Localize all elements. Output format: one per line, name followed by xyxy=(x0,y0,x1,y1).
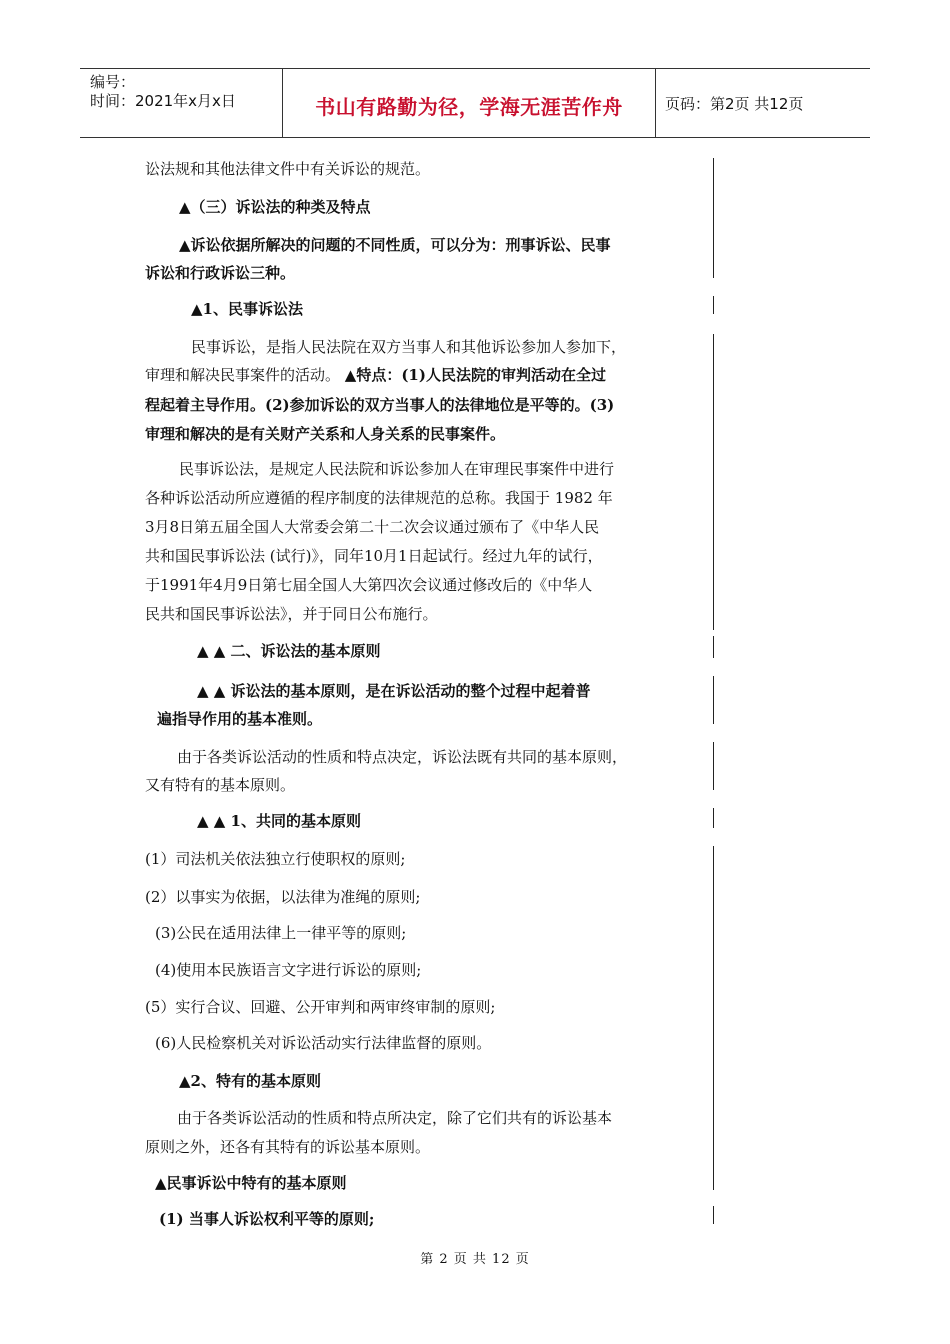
text-line: 共和国民事诉讼法 (试行)》，同年10月1日起试行。经过九年的试行， xyxy=(145,547,603,565)
text-line: 由于各类诉讼活动的性质和特点所决定，除了它们共有的诉讼基本 xyxy=(177,1109,613,1127)
number-label: 编号： xyxy=(90,73,136,91)
text-line: 遍指导作用的基本准则。 xyxy=(157,710,323,728)
list-item: (3)公民在适用法律上一律平等的原则; xyxy=(155,924,407,942)
page-footer: 第 2 页 共 12 页 xyxy=(420,1252,530,1267)
list-item: (2）以事实为依据，以法律为准绳的原则; xyxy=(145,888,421,906)
text-line: 由于各类诉讼活动的性质和特点决定，诉讼法既有共同的基本原则， xyxy=(177,748,628,766)
text-line: 又有特有的基本原则。 xyxy=(145,776,296,794)
margin-bar xyxy=(713,158,714,278)
list-item: (5）实行合议、回避、公开审判和两审终审制的原则; xyxy=(145,998,496,1016)
section-heading: ▲民事诉讼中特有的基本原则 xyxy=(155,1174,347,1192)
text-line xyxy=(145,364,606,385)
text-line: ▲ ▲ 诉讼法的基本原则，是在诉讼活动的整个过程中起着普 xyxy=(197,682,591,700)
header-motto: 书山有路勤为径，学海无涯苦作舟 xyxy=(315,95,623,119)
text-line: 民共和国民事诉讼法》，并于同日公布施行。 xyxy=(145,605,438,623)
section-heading: ▲1、民事诉讼法 xyxy=(191,300,303,318)
margin-bar xyxy=(713,636,714,658)
text-span-bold: ▲特点：(1)人民法院的审判活动在全过 xyxy=(344,366,606,384)
section-heading: ▲ ▲ 二、诉讼法的基本原则 xyxy=(197,642,381,660)
text-line: 3月8日第五届全国人大常委会第二十二次会议通过颁布了《中华人民 xyxy=(145,518,600,536)
header-meta xyxy=(90,73,236,111)
list-item: (4)使用本民族语言文字进行诉讼的原则; xyxy=(155,961,422,979)
margin-bar xyxy=(713,808,714,828)
margin-bar xyxy=(713,742,714,790)
header-divider xyxy=(655,69,656,137)
text-line: 于1991年4月9日第七届全国人大第四次会议通过修改后的《中华人 xyxy=(145,576,593,594)
text-line: 原则之外，还各有其特有的诉讼基本原则。 xyxy=(145,1138,431,1156)
section-heading: ▲2、特有的基本原则 xyxy=(179,1072,321,1090)
margin-bar xyxy=(713,296,714,314)
margin-bar xyxy=(713,1206,714,1224)
section-heading: ▲（三）诉讼法的种类及特点 xyxy=(179,198,371,216)
margin-bar xyxy=(713,334,714,630)
text-line: 讼法规和其他法律文件中有关诉讼的规范。 xyxy=(145,160,431,178)
page-header xyxy=(80,68,870,138)
list-item: (1）司法机关依法独立行使职权的原则; xyxy=(145,850,406,868)
list-item: (6)人民检察机关对诉讼活动实行法律监督的原则。 xyxy=(155,1034,492,1052)
date-label: 时间：2021年x月x日 xyxy=(90,92,236,110)
text-line: (1) 当事人诉讼权利平等的原则; xyxy=(159,1210,375,1228)
text-line: 各种诉讼活动所应遵循的程序制度的法律规范的总称。我国于 1982 年 xyxy=(145,489,613,507)
margin-bar xyxy=(713,676,714,724)
text-line: ▲诉讼依据所解决的问题的不同性质，可以分为：刑事诉讼、民事 xyxy=(179,236,611,254)
margin-bar xyxy=(713,846,714,1190)
section-heading: ▲ ▲ 1、共同的基本原则 xyxy=(197,812,361,830)
text-line: 诉讼和行政诉讼三种。 xyxy=(145,264,296,282)
text-line: 程起着主导作用。(2)参加诉讼的双方当事人的法律地位是平等的。(3) xyxy=(145,396,615,414)
text-line: 民事诉讼，是指人民法院在双方当事人和其他诉讼参加人参加下， xyxy=(191,338,627,356)
text-span: 审理和解决民事案件的活动。 xyxy=(145,366,341,384)
text-line: 民事诉讼法，是规定人民法院和诉讼参加人在审理民事案件中进行 xyxy=(179,460,615,478)
text-line: 审理和解决的是有关财产关系和人身关系的民事案件。 xyxy=(145,425,506,443)
header-page-info: 页码：第2页 共12页 xyxy=(665,95,804,113)
